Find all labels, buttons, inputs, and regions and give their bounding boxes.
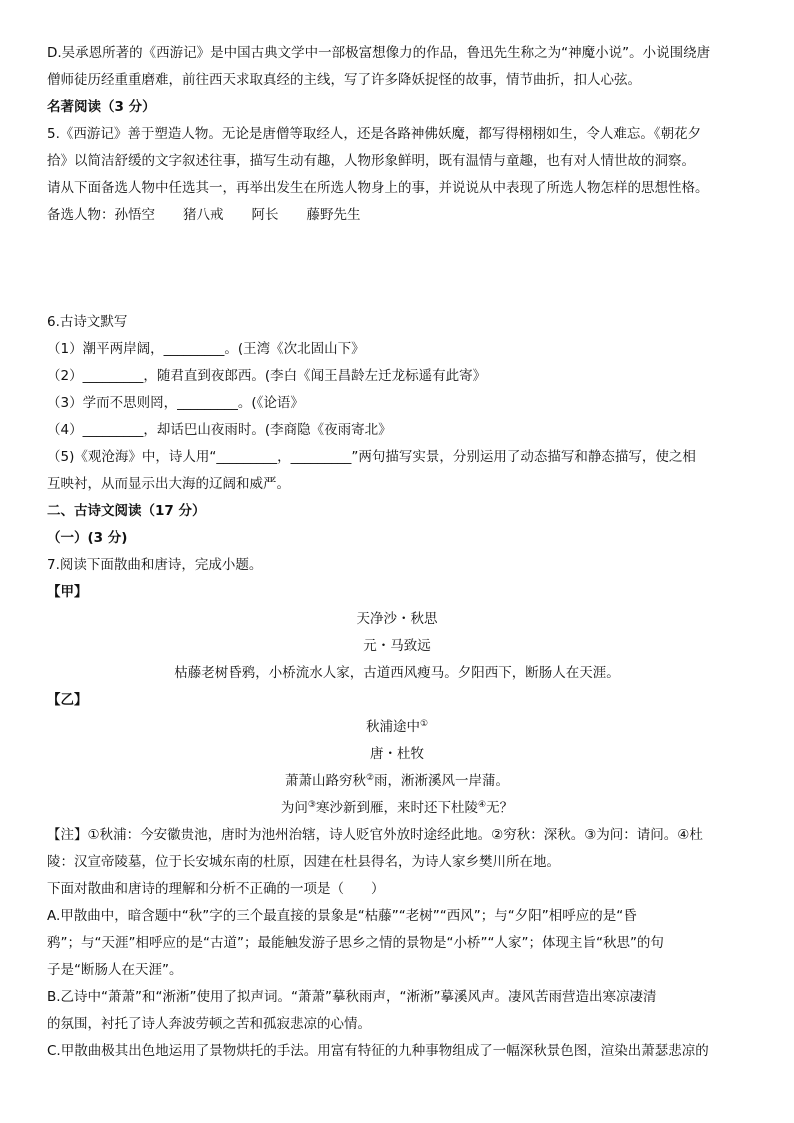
option-b-line1: B.乙诗中“萧萧”和“淅淅”使用了拟声词。“萧萧”摹秋雨声，“淅淅”摹溪风声。凄风苦雨营造出寒凉凄清 (47, 989, 657, 1005)
option-a-line3: 子是“断肠人在天涯”。 (47, 962, 183, 978)
footnote-mark: ④ (478, 800, 487, 810)
candidate-item: 猪八戒 (183, 207, 224, 223)
mingzhu-heading: 名著阅读（3 分） (47, 99, 156, 115)
q4-option-d-line1: D.吴承恩所著的《西游记》是中国古典文学中一部极富想像力的作品，鲁迅先生称之为“神魔小说”。小说围绕唐 (47, 45, 711, 61)
candidate-list (47, 202, 747, 229)
poem-jia-label: 【甲】 (47, 584, 88, 600)
footnote-mark: ③ (307, 800, 316, 810)
q5-line1: 5.《西游记》善于塑造人物。无论是唐僧等取经人，还是各路神佛妖魔，都写得栩栩如生，令人难忘。《朝花夕 (47, 126, 702, 142)
section2-sub: （一）(3 分) (47, 530, 128, 546)
option-b-line2: 的氛围，衬托了诗人奔波劳顿之苦和孤寂悲凉的心情。 (47, 1016, 371, 1032)
poem-yi-author: 唐・杜牧 (370, 746, 424, 762)
exam-page (47, 40, 747, 1065)
poem-yi-line2: 为问③寒沙新到雁，来时还下杜陵④无？ (280, 800, 514, 816)
q4-option-d-line2: 僧师徒历经重重磨难，前往西天求取真经的主线，写了许多降妖捉怪的故事，情节曲折，扣人心弦。 (47, 72, 641, 88)
footnote-mark: ① (419, 719, 429, 729)
q6-item: （1）潮平两岸阔，_________。(王湾《次北固山下》 (47, 341, 365, 357)
q7-stem: 下面对散曲和唐诗的理解和分析不正确的一项是（ ） (47, 881, 385, 897)
q6-item: （3）学而不思则罔，_________。(《论语》 (47, 395, 304, 411)
candidate-item: 孙悟空 (114, 207, 155, 223)
poem-jia-text: 枯藤老树昏鸦，小桥流水人家，古道西风瘦马。夕阳西下，断肠人在天涯。 (174, 665, 620, 681)
q6-item: （2）_________，随君直到夜郎西。(李白《闻王昌龄左迁龙标遥有此寄》 (47, 368, 487, 384)
q6-item5-line1: （5)《观沧海》中，诗人用“_________，_________”两句描写实景，分别运用了动态描写和静态描写，使之相 (47, 449, 696, 465)
answer-space (47, 229, 747, 309)
option-c-line1: C.甲散曲极其出色地运用了景物烘托的手法。用富有特征的九种事物组成了一幅深秋景色图，渲染出萧瑟悲凉的 (47, 1043, 709, 1059)
candidates-label: 备选人物： (47, 207, 115, 223)
q6-item: （4）_________，却话巴山夜雨时。(李商隐《夜雨寄北》 (47, 422, 392, 438)
q6-title: 6.古诗文默写 (47, 314, 128, 330)
q5-line2: 拾》以简洁舒缓的文字叙述往事，描写生动有趣，人物形象鲜明，既有温情与童趣，也有对人情世故的洞察。 (47, 153, 695, 169)
section2-heading: 二、古诗文阅读（17 分） (47, 503, 206, 519)
notes-line1: 【注】①秋浦：今安徽贵池，唐时为池州治辖，诗人贬官外放时途经此地。②穷秋：深秋。③为问：请问。④杜 (47, 827, 703, 843)
option-a-line2: 鸦”；与“天涯”相呼应的是“古道”；最能触发游子思乡之情的景物是“小桥”“人家”；体现主旨“秋思”的句 (47, 935, 664, 951)
notes-line2: 陵：汉宣帝陵墓，位于长安城东南的杜原，因建在杜县得名，为诗人家乡樊川所在地。 (47, 854, 560, 870)
poem-yi-label: 【乙】 (47, 692, 88, 708)
candidate-item: 藤野先生 (306, 207, 361, 223)
option-a-line1: A.甲散曲中，暗含题中“秋”字的三个最直接的景象是“枯藤”“老树”“西风”；与“夕阳”相呼应的是“昏 (47, 908, 637, 924)
q6-item5-line2: 互映衬，从而显示出大海的辽阔和威严。 (47, 476, 290, 492)
poem-jia-title: 天净沙・秋思 (356, 611, 438, 627)
footnote-mark: ② (365, 773, 375, 783)
q7-instruction: 7.阅读下面散曲和唐诗，完成小题。 (47, 557, 263, 573)
poem-jia-author: 元・马致远 (363, 638, 431, 654)
candidate-item: 阿长 (251, 207, 279, 223)
poem-yi-title: 秋浦途中① (365, 719, 429, 735)
poem-yi-line1: 萧萧山路穷秋②雨，淅淅溪风一岸蒲。 (284, 773, 510, 789)
q5-line3: 请从下面备选人物中任选其一，再举出发生在所选人物身上的事，并说说从中表现了所选人物怎样的思想性格。 (47, 180, 709, 196)
